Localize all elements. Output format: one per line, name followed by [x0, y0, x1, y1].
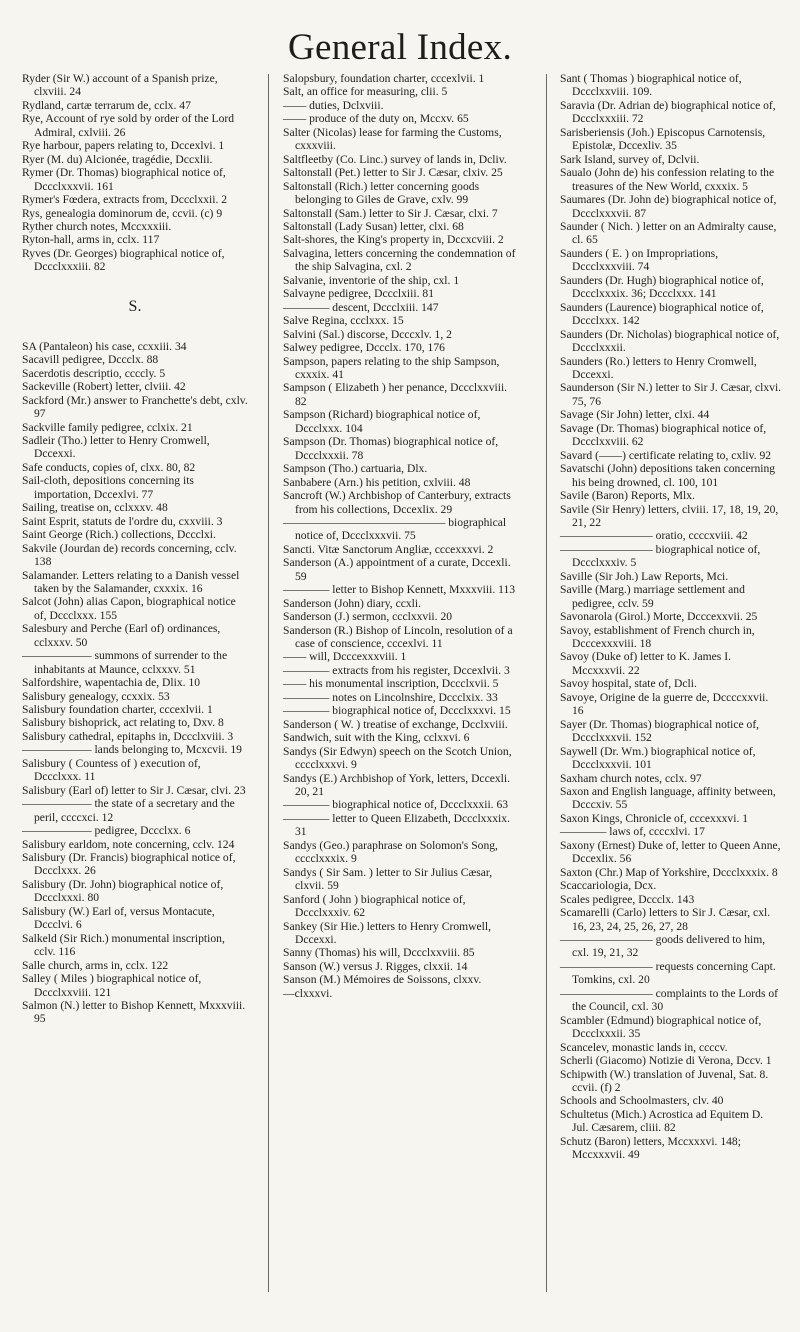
index-entry: SA (Pantaleon) his case, ccxxiii. 34	[22, 339, 187, 353]
index-entry: Salisbury genealogy, ccxxix. 53	[22, 689, 170, 703]
index-entry: Scamarelli (Carlo) letters to Sir J. Cæsar, cxl. 16, 23, 24, 25, 26, 27, 28	[560, 906, 771, 933]
index-entry: Sankey (Sir Hie.) letters to Henry Cromwell, Dccexxi.	[283, 919, 491, 946]
index-entry: Savoy, establishment of French church in, Dcccexxxviii. 18	[560, 623, 755, 651]
index-entry: Sanbabere (Arn.) his petition, cxlviii. 48	[283, 475, 471, 489]
index-entry: ———— notes on Lincolnshire, Dccclxix. 33	[283, 690, 498, 704]
index-entry: Salve Regina, ccclxxx. 15	[283, 314, 404, 328]
index-entry: Salvagina, letters concerning the condemnation of the ship Salvagina, cxl. 2	[283, 246, 516, 274]
index-entry: Schultetus (Mich.) Acrostica ad Equitem D. Jul. Cæsarem, cliii. 82	[560, 1107, 764, 1135]
index-entry: Sarisberiensis (Joh.) Episcopus Carnotensis, Epistolæ, Dccexliv. 35	[560, 125, 766, 153]
index-entry: Saxon Kings, Chronicle of, cccexxxvi. 1	[560, 811, 749, 825]
index-entry: Salisbury (Dr. John) biographical notice of, Dccclxxxi. 80	[22, 877, 224, 905]
index-entry: Sakvile (Jourdan de) records concerning, cclv. 138	[22, 541, 237, 569]
index-entry: Saunders (Dr. Hugh) biographical notice of, Dccclxxxix. 36; Dccclxxx. 141	[560, 273, 764, 301]
index-entry: Sanderson ( W. ) treatise of exchange, Dcclxviii.	[283, 717, 508, 731]
index-entry: Saltonstall (Rich.) letter concerning goods belonging to Giles de Grave, cxlv. 99	[283, 179, 480, 207]
index-entry: Saxon and English language, affinity between, Dcccxiv. 55	[560, 785, 776, 812]
index-entry: Salwey pedigree, Dccclx. 170, 176	[283, 341, 445, 355]
index-entry: Ryton-hall, arms in, cclx. 117	[22, 233, 160, 247]
index-entry: Sampson (Richard) biographical notice of, Dccclxxx. 104	[283, 408, 481, 435]
index-column-1	[22, 72, 248, 1026]
index-entry: Ryther church notes, Mccxxxiii.	[22, 219, 172, 233]
index-entry: Sant ( Thomas ) biographical notice of, Dccclxxviii. 109.	[560, 72, 742, 99]
index-entry: Rye harbour, papers relating to, Dccexlvi. 1	[22, 139, 225, 153]
index-entry: Savile (Baron) Reports, Mlx.	[560, 489, 695, 503]
index-entry: Salisbury (Earl of) letter to Sir J. Cæsar, clvi. 23	[22, 783, 246, 797]
index-entry: —— produce of the duty on, Mccxv. 65	[283, 112, 469, 126]
index-entry: Saltonstall (Lady Susan) letter, clxi. 68	[283, 219, 464, 233]
index-entry: Saumares (Dr. John de) biographical notice of, Dccclxxxvii. 87	[560, 193, 777, 220]
index-entry: Schipwith (W.) translation of Juvenal, Sat. 8. ccvii. (f) 2	[560, 1067, 769, 1094]
index-column-2	[283, 72, 516, 1000]
index-entry: Sampson (Dr. Thomas) biographical notice of, Dccclxxxii. 78	[283, 435, 499, 462]
index-entry: ———— biographical notice of, Dccclxxxvi. 15	[283, 704, 511, 718]
index-entry: Rydland, cartæ terrarum de, cclx. 47	[22, 98, 191, 112]
index-entry: Salisbury cathedral, epitaphs in, Dccclxviii. 3	[22, 729, 234, 743]
index-entry: Savoy hospital, state of, Dcli.	[560, 677, 697, 691]
index-entry: Sailing, treatise on, cclxxxv. 48	[22, 501, 168, 515]
index-entry: Salley ( Miles ) biographical notice of, Dccclxxviii. 121	[22, 972, 202, 999]
index-entry: Salopsbury, foundation charter, cccexlvii. 1	[283, 72, 485, 85]
index-entry: Sancroft (W.) Archbishop of Canterbury, extracts from his collections, Dccexlix. 29	[283, 489, 511, 516]
page-title: General Index.	[287, 27, 513, 68]
index-entry: Saxham church notes, cclx. 97	[560, 771, 702, 785]
index-entry: Salisbury (Dr. Francis) biographical notice of, Dccclxxx. 26	[22, 851, 236, 878]
index-entry: Saint Esprit, statuts de l'ordre du, cxxviii. 3	[22, 514, 223, 528]
index-entry: Savage (Dr. Thomas) biographical notice of, Dccclxxviii. 62	[560, 421, 767, 449]
index-entry: Saville (Marg.) marriage settlement and pedigree, cclv. 59	[560, 583, 745, 610]
index-entry: Saunders (Ro.) letters to Henry Cromwell, Dccexxi.	[560, 354, 757, 381]
index-entry: Salvayne pedigree, Dccclxiii. 81	[283, 287, 434, 301]
index-entry: Saville (Sir Joh.) Law Reports, Mci.	[560, 569, 729, 583]
index-entry: Salvanie, inventorie of the ship, cxl. 1	[283, 273, 460, 287]
index-entry: ———————— oratio, ccccxviii. 42	[560, 529, 748, 543]
index-entry: Scaccariologia, Dcx.	[560, 879, 657, 893]
index-entry: ———————— requests concerning Capt. Tomkins, cxl. 20	[560, 959, 776, 987]
index-entry: Salamander. Letters relating to a Danish vessel taken by the Salamander, cxxxix. 16	[22, 568, 240, 595]
index-entry: —————— lands belonging to, Mcxcvii. 19	[22, 743, 242, 757]
index-entry: Saywell (Dr. Wm.) biographical notice of, Dccclxxxvii. 101	[560, 744, 756, 772]
index-entry: Sampson, papers relating to the ship Sampson, cxxxix. 41	[283, 354, 500, 381]
index-entry: Sandwich, suit with the King, cclxxvi. 6	[283, 731, 470, 745]
index-entry: Saltfleetby (Co. Linc.) survey of lands in, Dcliv.	[283, 152, 507, 166]
index-entry: Sackville family pedigree, cclxix. 21	[22, 420, 193, 434]
index-entry: Sanderson (John) diary, ccxli.	[283, 596, 422, 610]
index-entry: Salisbury ( Countess of ) execution of, Dccclxxx. 11	[22, 756, 201, 784]
index-entry: ———— extracts from his register, Dccexlvii. 3	[283, 663, 510, 677]
index-entry: Saxony (Ernest) Duke of, letter to Queen Anne, Dccexlix. 56	[560, 838, 781, 866]
index-entry: —————— summons of surrender to the inhabitants at Maunce, cclxxxv. 51	[22, 649, 228, 676]
index-entry: Sackford (Mr.) answer to Franchette's debt, cxlv. 97	[22, 393, 248, 421]
index-entry: Saunders (Laurence) biographical notice of, Dccclxxx. 142	[560, 300, 764, 328]
index-entry: Sandys ( Sir Sam. ) letter to Sir Julius Cæsar, clxvii. 59	[283, 865, 493, 893]
index-entry: Salisbury earldom, note concerning, cclv. 124	[22, 837, 235, 851]
index-entry: Saravia (Dr. Adrian de) biographical notice of, Dccclxxxiii. 72	[560, 98, 776, 126]
index-entry: Saunders (Dr. Nicholas) biographical notice of, Dccclxxxii.	[560, 327, 780, 355]
index-entry: Sancti. Vitæ Sanctorum Angliæ, cccexxxvi. 2	[283, 542, 494, 556]
index-entry: Sail-cloth, depositions concerning its importation, Dccexlvi. 77	[22, 474, 194, 501]
index-entry: Saunders ( E. ) on Impropriations, Dccclxxxviii. 74	[560, 246, 719, 274]
index-entry: Sayer (Dr. Thomas) biographical notice of, Dccclxxxvii. 152	[560, 717, 760, 745]
index-entry: Sanderson (R.) Bishop of Lincoln, resolution of a case of conscience, cccexlvi. 11	[283, 623, 513, 651]
index-entry: Saxton (Chr.) Map of Yorkshire, Dccclxxxix. 8	[560, 865, 778, 879]
index-entry: Sadleir (Tho.) letter to Henry Cromwell, Dccexxi.	[22, 433, 210, 461]
index-entry: Ryder (Sir W.) account of a Spanish prize, clxviii. 24	[22, 72, 218, 99]
index-entry: ———————— complaints to the Lords of the Council, cxl. 30	[560, 986, 779, 1014]
index-entry: Salisbury foundation charter, cccexlvii. 1	[22, 703, 213, 717]
index-entry: Savatschi (John) depositions taken concerning his being drowned, cl. 100, 101	[560, 462, 776, 489]
index-entry: Sanderson (J.) sermon, ccclxxvii. 20	[283, 610, 453, 624]
index-entry: ———— letter to Bishop Kennett, Mxxxviii. 113	[283, 583, 516, 597]
index-entry: —————— the state of a secretary and the peril, ccccxci. 12	[22, 797, 235, 824]
index-entry: —————— pedigree, Dccclxx. 6	[22, 824, 191, 838]
index-entry: Salisbury bishoprick, act relating to, Dxv. 8	[22, 716, 224, 730]
index-entry: Scancelev, monastic lands in, ccccv.	[560, 1040, 728, 1054]
index-entry: ———— letter to Queen Elizabeth, Dccclxxxix. 31	[283, 811, 510, 839]
index-entry: ———— laws of, ccccxlvi. 17	[560, 825, 705, 839]
index-entry: Schools and Schoolmasters, clv. 40	[560, 1094, 724, 1108]
index-entry: Saualo (John de) his confession relating to the treasures of the New World, cxxxix. 5	[560, 166, 775, 193]
index-entry: ———— biographical notice of, Dccclxxxii. 63	[283, 798, 509, 812]
index-entry: Salisbury (W.) Earl of, versus Montacute, Dccclvi. 6	[22, 904, 215, 932]
index-entry: Sampson (Tho.) cartuaria, Dlx.	[283, 462, 428, 476]
index-entry: ———— descent, Dccclxiii. 147	[283, 300, 439, 314]
index-entry: Savonarola (Girol.) Morte, Dcccexxvii. 25	[560, 610, 758, 624]
index-entry: —clxxxvi.	[283, 986, 333, 1000]
index-entry: Savard (——) certificate relating to, cxliv. 92	[560, 448, 772, 462]
index-entry: Sanderson (A.) appointment of a curate, Dccexli. 59	[283, 556, 511, 583]
index-entry: Saunderson (Sir N.) letter to Sir J. Cæsar, clxvi. 75, 76	[560, 381, 782, 408]
index-entry: Salvini (Sal.) discorse, Dcccxlv. 1, 2	[283, 327, 452, 341]
index-entry: Salle church, arms in, cclx. 122	[22, 958, 169, 972]
index-entry: Sanford ( John ) biographical notice of, Dccclxxxiv. 62	[283, 892, 466, 920]
index-entry: Savile (Sir Henry) letters, clviii. 17, 18, 19, 20, 21, 22	[560, 502, 779, 529]
column-divider	[546, 74, 547, 1292]
index-entry: —— duties, Dclxviii.	[283, 98, 384, 112]
index-column-3	[560, 72, 782, 1162]
index-entry: Savage (Sir John) letter, clxi. 44	[560, 408, 710, 422]
index-entry: Sampson ( Elizabeth ) her penance, Dccclxxviii. 82	[283, 381, 508, 408]
index-entry: Sandys (Sir Edwyn) speech on the Scotch Union, cccclxxxvi. 9	[283, 744, 512, 772]
index-entry: Sacavill pedigree, Dccclx. 88	[22, 353, 159, 367]
index-entry: Saint George (Rich.) collections, Dccclxi.	[22, 528, 216, 542]
index-entry: Savoye, Origine de la guerre de, Dccccxxvii. 16	[560, 690, 769, 718]
index-entry: —————————————— biographical notice of, Dccclxxxvii. 75	[283, 515, 507, 543]
index-entry: Sandys (E.) Archbishop of York, letters, Dccexli. 20, 21	[283, 771, 511, 799]
index-entry: Sandys (Geo.) paraphrase on Solomon's Song, cccclxxxix. 9	[283, 838, 498, 866]
index-entry: Rymer (Dr. Thomas) biographical notice of, Dccclxxxvii. 161	[22, 166, 226, 193]
index-entry: Salmon (N.) letter to Bishop Kennett, Mxxxviii. 95	[22, 999, 246, 1026]
index-entry: Safe conducts, copies of, clxx. 80, 82	[22, 460, 196, 474]
index-entry: Ryer (M. du) Alcionée, tragédie, Dccxlii.	[22, 152, 213, 166]
index-entry: —— will, Dcccexxxviii. 1	[283, 650, 407, 664]
index-entry: ———————— biographical notice of, Dccclxxxiv. 5	[560, 542, 761, 570]
index-entry: Saunder ( Nich. ) letter on an Admiralty cause, cl. 65	[560, 219, 777, 247]
index-entry: Salcot (John) alias Capon, biographical notice of, Dccclxxx. 155	[22, 595, 236, 622]
index-entry: Sanny (Thomas) his will, Dccclxxviii. 85	[283, 946, 475, 960]
index-entry: ———————— goods delivered to him, cxl. 19, 21, 32	[560, 933, 766, 960]
index-entry: Scherli (Giacomo) Notizie di Verona, Dccv. 1	[560, 1054, 772, 1068]
index-entry: Scales pedigree, Dccclx. 143	[560, 892, 695, 906]
index-entry: Salt, an office for measuring, clii. 5	[283, 85, 448, 99]
index-entry: Sackeville (Robert) letter, clviii. 42	[22, 380, 186, 394]
index-entry: Rye, Account of rye sold by order of the Lord Admiral, cxlviii. 26	[22, 112, 235, 139]
index-entry: Rymer's Fœdera, extracts from, Dccclxxii. 2	[22, 193, 228, 207]
index-entry: Salfordshire, wapentachia de, Dlix. 10	[22, 676, 201, 690]
index-entry: Salkeld (Sir Rich.) monumental inscription, cclv. 116	[22, 931, 225, 959]
index-entry: Sanson (W.) versus J. Rigges, clxxii. 14	[283, 959, 468, 973]
index-entry: Salesbury and Perche (Earl of) ordinances, cclxxxv. 50	[22, 622, 221, 649]
index-entry: Salter (Nicolas) lease for farming the Customs, cxxxviii.	[283, 125, 502, 153]
index-entry: Rys, genealogia dominorum de, ccvii. (c) 9	[22, 206, 223, 220]
column-divider	[268, 74, 269, 1292]
index-entry: Saltonstall (Pet.) letter to Sir J. Cæsar, clxiv. 25	[283, 166, 503, 180]
section-letter: S.	[128, 297, 142, 315]
index-entry: Saltonstall (Sam.) letter to Sir J. Cæsar, clxi. 7	[283, 206, 498, 220]
index-entry: Sanson (M.) Mémoires de Soissons, clxxv.	[283, 973, 482, 987]
index-entry: Savoy (Duke of) letter to K. James I. Mccxxxvii. 22	[560, 650, 731, 677]
index-entry: Scambler (Edmund) biographical notice of, Dccclxxxii. 35	[560, 1013, 762, 1041]
index-entry: Schutz (Baron) letters, Mccxxxvi. 148; Mccxxxvii. 49	[560, 1134, 741, 1162]
index-entry: Sacerdotis descriptio, ccccly. 5	[22, 366, 166, 380]
index-entry: —— his monumental inscription, Dccclxvii. 5	[283, 677, 499, 691]
index-entry: Ryves (Dr. Georges) biographical notice of, Dccclxxxiii. 82	[22, 246, 225, 274]
index-entry: Sark Island, survey of, Dclvii.	[560, 152, 700, 166]
index-entry: Salt-shores, the King's property in, Dccxcviii. 2	[283, 233, 504, 247]
